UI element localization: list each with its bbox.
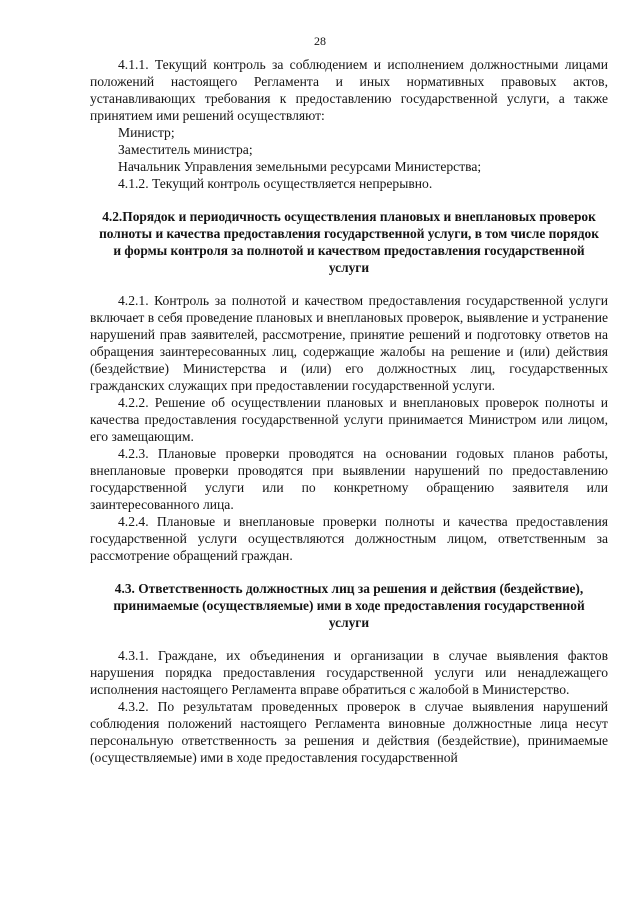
paragraph-4-2-1: 4.2.1. Контроль за полнотой и качеством предоставления государственной услуги включает в себя проведение плановых и внеплановых проверок, выявление и устранение нарушений прав заявителей, рассмотрение, принятие решений и подготовку ответов на обращения заинтересованных лиц, содержащие жалобы на решение и (или) действия (бездействие) Министерства и (или) его должностных лиц, государственных гражданских служащих при предоставлении государственной услуги.	[90, 293, 608, 393]
paragraph-head-of-department: Начальник Управления земельными ресурсами Министерства;	[118, 159, 482, 174]
document-body	[90, 56, 608, 766]
paragraph-4-1-2: 4.1.2. Текущий контроль осуществляется непрерывно.	[118, 176, 433, 191]
spacer	[90, 276, 608, 292]
paragraph-4-2-3: 4.2.3. Плановые проверки проводятся на основании годовых планов работы, внеплановые проверки проводятся при выявлении нарушений по предоставлению государственной услуги или по конкретному обращению заявителя или заинтересованного лица.	[90, 446, 608, 512]
section-heading-4-2: 4.2.Порядок и периодичность осуществления плановых и внеплановых проверок полноты и качества предоставления государственной услуги, в том числе порядок и формы контроля за полнотой и качеством предоставления государственной услуги	[99, 209, 599, 275]
spacer	[90, 192, 608, 208]
paragraph-4-3-2: 4.3.2. По результатам проведенных проверок в случае выявления нарушений соблюдения положений настоящего Регламента виновные должностные лица несут персональную ответственность за решения и действия (бездействие), принимаемые (осуществляемые) ими в ходе предоставления государственной	[90, 699, 608, 765]
section-heading-4-3: 4.3. Ответственность должностных лиц за решения и действия (бездействие), принимаемые (осуществляемые) ими в ходе предоставления государственной услуги	[113, 581, 585, 630]
paragraph-4-2-2: 4.2.2. Решение об осуществлении плановых и внеплановых проверок полноты и качества предоставления государственной услуги принимается Министром или лицом, его замещающим.	[90, 395, 608, 444]
spacer	[90, 564, 608, 580]
paragraph-4-2-4: 4.2.4. Плановые и внеплановые проверки полноты и качества предоставления государственной услуги осуществляются должностным лицом, ответственным за рассмотрение обращений граждан.	[90, 514, 608, 563]
paragraph-4-1-1: 4.1.1. Текущий контроль за соблюдением и исполнением должностными лицами положений настоящего Регламента и иных нормативных правовых актов, устанавливающих требования к предоставлению государственной услуги, а также принятием ими решений осуществляют:	[90, 57, 608, 123]
paragraph-4-3-1: 4.3.1. Граждане, их объединения и организации в случае выявления фактов нарушения порядка предоставления государственной услуги или ненадлежащего исполнения настоящего Регламента вправе обратиться с жалобой в Министерство.	[90, 648, 608, 697]
page-number: 28	[314, 34, 326, 48]
paragraph-deputy-minister: Заместитель министра;	[118, 142, 253, 157]
paragraph-minister: Министр;	[118, 125, 175, 140]
spacer	[90, 631, 608, 647]
